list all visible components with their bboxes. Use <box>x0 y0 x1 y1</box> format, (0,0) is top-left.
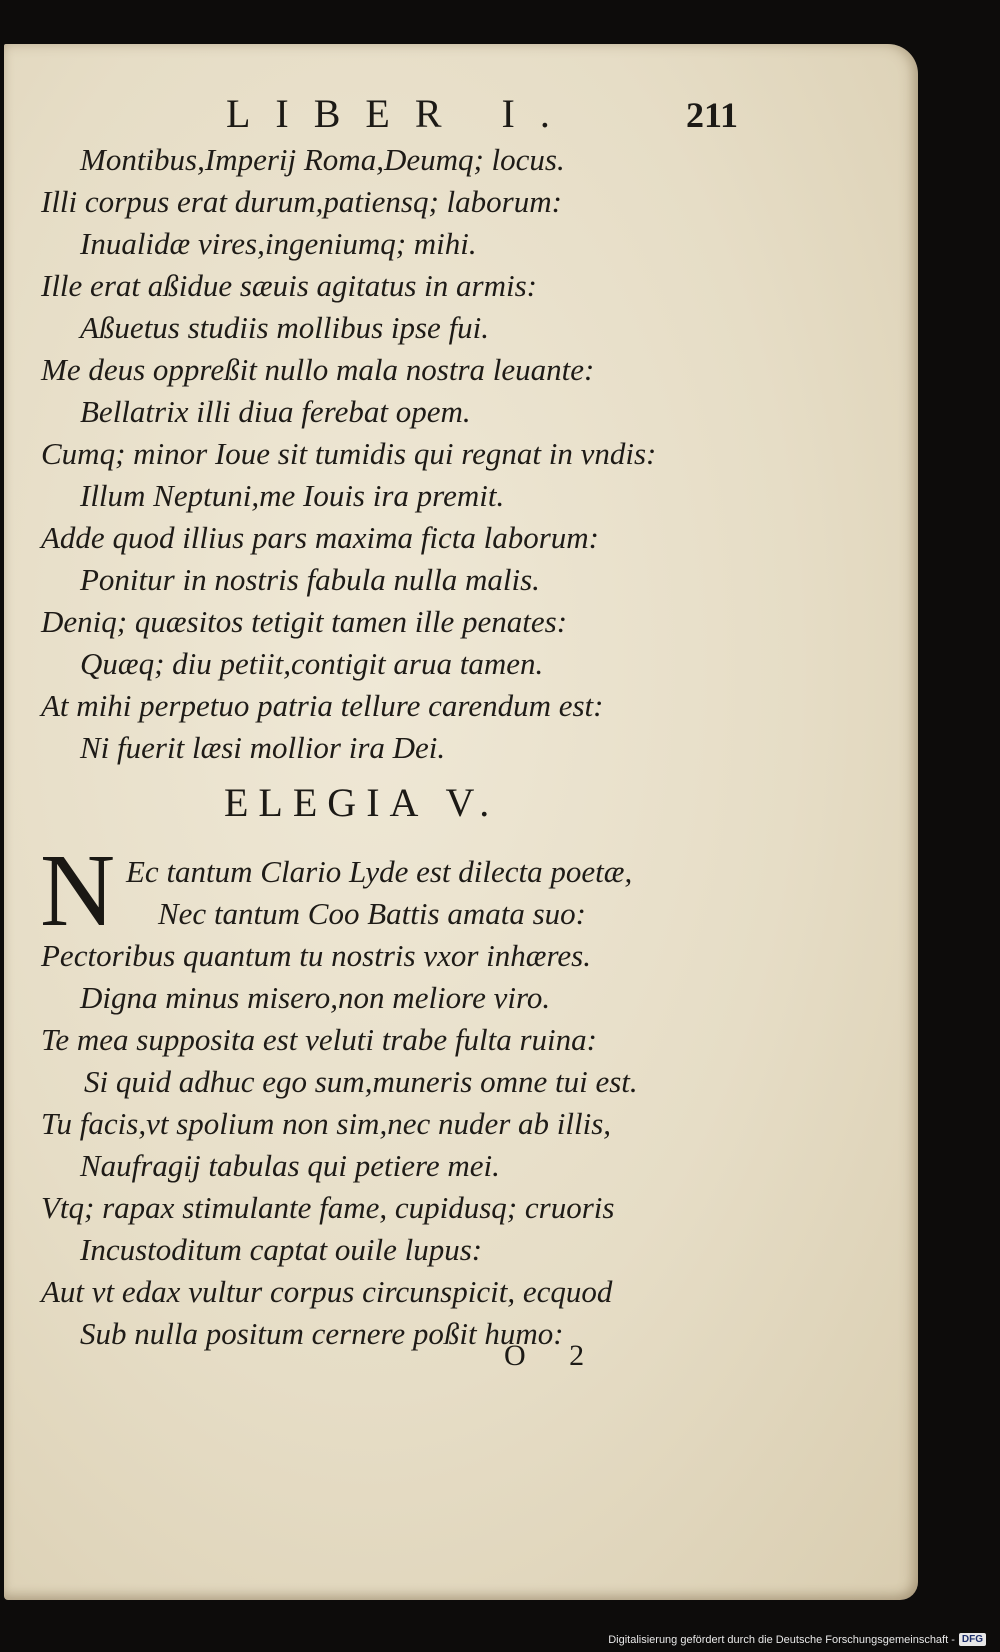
verse-line: Digna minus misero,non meliore viro. <box>80 980 551 1015</box>
drop-cap: N <box>40 833 116 948</box>
verse-line: Ponitur in nostris fabula nulla malis. <box>80 562 540 597</box>
book-page <box>4 44 918 1600</box>
verse-line: Quæq; diu petiit,contigit arua tamen. <box>80 646 544 681</box>
verse-line: Montibus,Imperij Roma,Deumq; locus. <box>80 142 565 177</box>
section-heading: ELEGIA V. <box>224 780 500 825</box>
verse-line: Illum Neptuni,me Iouis ira premit. <box>80 478 505 513</box>
verse-line: Bellatrix illi diua ferebat opem. <box>80 394 471 429</box>
verse-line: Ille erat aßidue sæuis agitatus in armis: <box>41 268 537 303</box>
page-number: 211 <box>686 95 739 135</box>
verse-line: Incustoditum captat ouile lupus: <box>80 1232 483 1267</box>
running-head: LIBER I. <box>226 91 575 136</box>
verse-line: Vtq; rapax stimulante fame, cupidusq; cruoris <box>41 1190 615 1225</box>
dfg-logo-icon: DFG <box>959 1633 986 1646</box>
verse-line: Nec tantum Coo Battis amata suo: <box>158 896 586 931</box>
verse-line: Sub nulla positum cernere poßit humo: <box>80 1316 564 1351</box>
verse-line: Deniq; quæsitos tetigit tamen ille penates: <box>41 604 568 639</box>
verse-line: Si quid adhuc ego sum,muneris omne tui est. <box>84 1064 638 1099</box>
signature-mark: O 2 <box>504 1339 603 1372</box>
verse-line: Te mea supposita est veluti trabe fulta ruina: <box>41 1022 597 1057</box>
verse-line: Naufragij tabulas qui petiere mei. <box>80 1148 500 1183</box>
credit-text: Digitalisierung gefördert durch die Deutsche Forschungsgemeinschaft - <box>608 1633 955 1646</box>
verse-line: Adde quod illius pars maxima ficta laborum: <box>41 520 599 555</box>
verse-line: Inualidæ vires,ingeniumq; mihi. <box>80 226 477 261</box>
verse-line: Me deus oppreßit nullo mala nostra leuante: <box>41 352 595 387</box>
verse-line: Cumq; minor Ioue sit tumidis qui regnat in vndis: <box>41 436 657 471</box>
verse-line: Aßuetus studiis mollibus ipse fui. <box>80 310 490 345</box>
digitization-credit <box>608 1633 986 1646</box>
verse-line: Ni fuerit læsi mollior ira Dei. <box>80 730 446 765</box>
verse-line: Ec tantum Clario Lyde est dilecta poetæ, <box>126 854 633 889</box>
verse-line: Tu facis,vt spolium non sim,nec nuder ab illis, <box>41 1106 612 1141</box>
verse-line: Aut vt edax vultur corpus circunspicit, ecquod <box>41 1274 613 1309</box>
verse-line: At mihi perpetuo patria tellure carendum est: <box>41 688 604 723</box>
verse-line: Illi corpus erat durum,patiensq; laborum: <box>41 184 562 219</box>
verse-line: Pectoribus quantum tu nostris vxor inhæres. <box>41 938 591 973</box>
